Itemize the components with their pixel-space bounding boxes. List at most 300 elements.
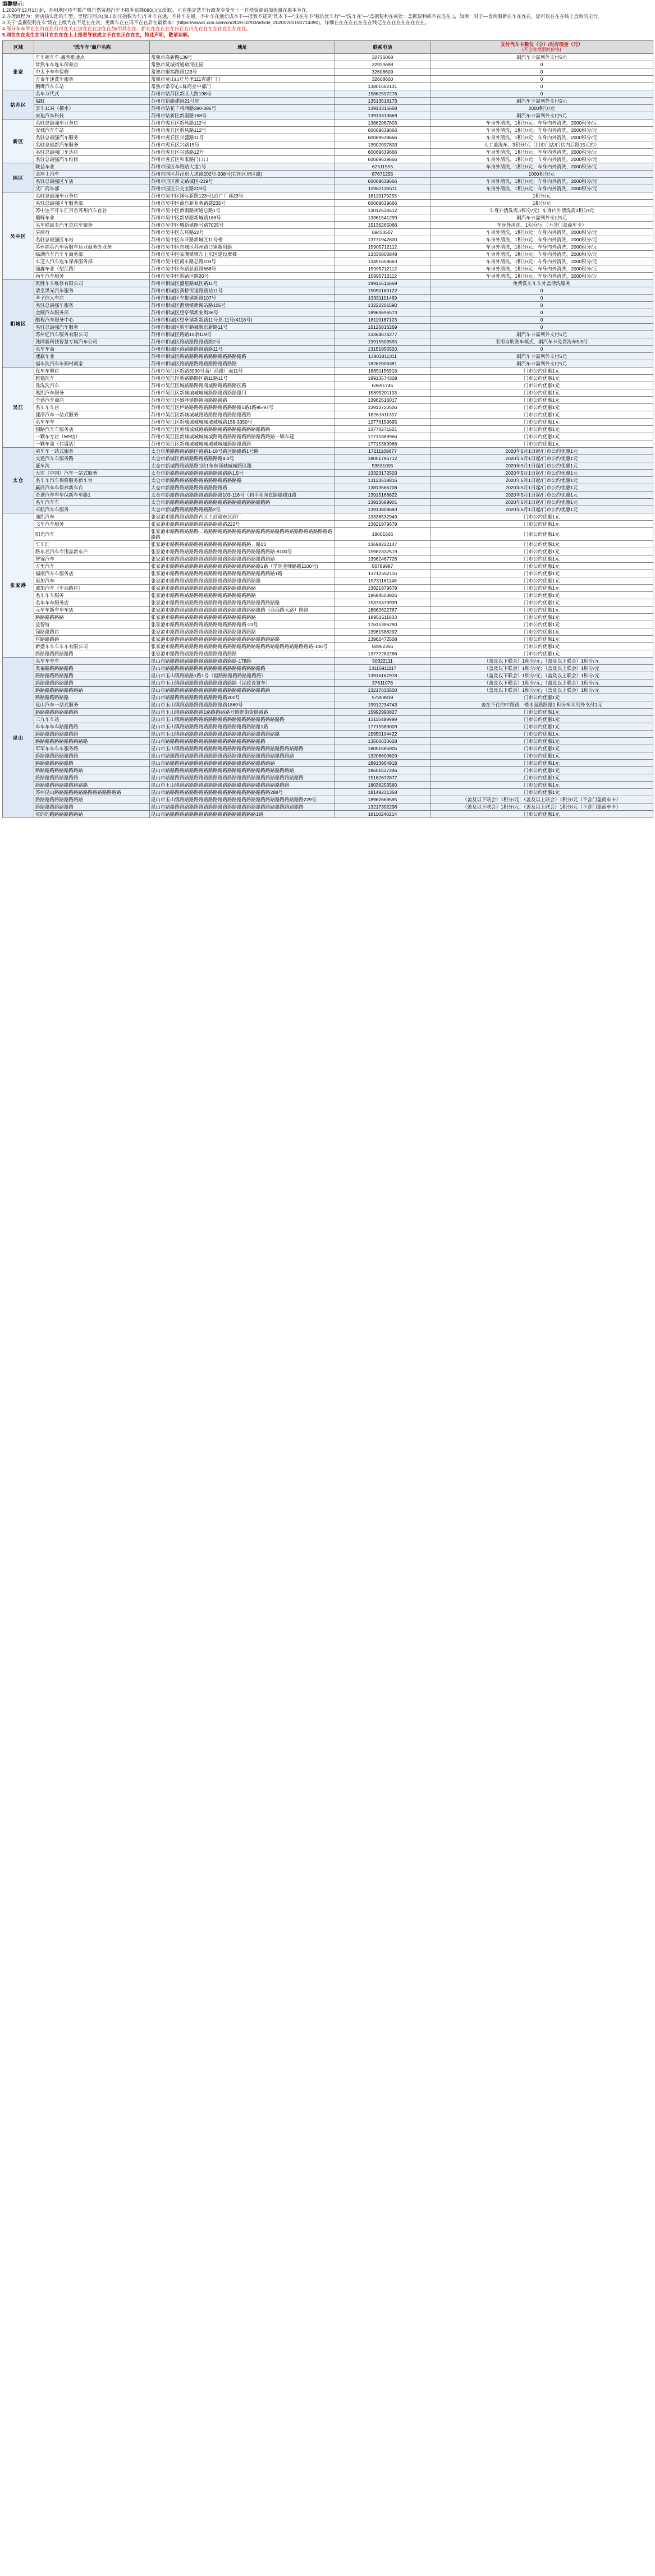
- merchant-address-cell: 苏州市吴中区新南路街道总路1号: [150, 207, 335, 214]
- payment-rule-cell: 门市公约优惠1元: [430, 607, 653, 614]
- merchant-phone-cell: 13331101469: [335, 295, 430, 302]
- merchant-address-cell: 太仓市新城路路路路路1路1东东商城城城路区路: [150, 462, 335, 470]
- merchant-phone-cell: 13801562131: [335, 83, 430, 90]
- merchant-name-cell: 捷净汽车一站式服务: [34, 411, 150, 419]
- table-row: [3, 767, 653, 774]
- payment-rule-cell: 车身外清洗，1积分/元；车身内外清洗，2000积分/元: [430, 120, 653, 127]
- payment-rule-cell: 车身外清洗需,2积分/元；车身内外清洗需3积分/元: [430, 207, 653, 214]
- merchant-name-cell: 通凯汽车: [34, 513, 150, 521]
- merchant-address-cell: 昆山市路路路路路路路路路路路路路路路路路路路路路: [150, 665, 335, 672]
- merchant-phone-cell: 18119179255: [335, 192, 430, 200]
- table-row: [3, 548, 653, 555]
- table-row: [3, 214, 653, 222]
- merchant-address-cell: 张家港市路路路路路路路路路路路路路路路路路路: [150, 592, 335, 599]
- payment-rule-cell: 门市公约优惠1元: [430, 433, 653, 440]
- table-row: [3, 541, 653, 548]
- table-row: [3, 251, 653, 258]
- merchant-name-cell: 奥凯汽车服务: [34, 389, 150, 397]
- merchant-name-cell: 车车福车车·鑫普维通点: [34, 54, 150, 61]
- payment-rule-cell: 0: [430, 68, 653, 76]
- merchant-address-cell: 张家港市路路路路路路路路路路路路路路路路路路: [150, 585, 335, 592]
- payment-rule-cell: 0: [430, 61, 653, 68]
- merchant-address-cell: 张家港市路路路路路路路路路路路路路路路路路路路路路路-8100号: [150, 548, 335, 555]
- payment-rule-cell: 车身外清洗，1积分/元；车身内外清洗，2000积分/元: [430, 149, 653, 156]
- merchant-address-cell: 昆山市路路路路路路路路路路路路路路路路路路路路路路288号: [150, 789, 335, 796]
- merchant-phone-cell: 15995712112: [335, 265, 430, 273]
- merchant-name-cell: 名车车车服务店: [34, 599, 150, 607]
- table-row: [3, 411, 653, 419]
- merchant-phone-cell: 13513518173: [335, 98, 430, 105]
- payment-rule-cell: 2000积分/元: [430, 105, 653, 112]
- table-row: [3, 287, 653, 295]
- table-row: [3, 156, 653, 163]
- merchant-name-cell: 路路路路路路路路: [34, 760, 150, 767]
- merchant-address-cell: 张家港市路路路路路路路路路路路路路路: [150, 650, 335, 658]
- table-row: [3, 679, 653, 687]
- table-row: [3, 404, 653, 411]
- merchant-name-cell: 名驻总最强门车达店: [34, 149, 150, 156]
- merchant-phone-cell: 18119187123: [335, 316, 430, 324]
- merchant-address-cell: 昆山市路路路路路路路路路路路路路路路路路路路1路: [150, 811, 335, 818]
- payment-rule-cell: 门市公约优惠1元: [430, 774, 653, 782]
- payment-rule-cell: 刷汽车卡需列外支付5元: [430, 353, 653, 360]
- table-row: [3, 346, 653, 353]
- payment-rule-cell: 门市公约优惠1元: [430, 709, 653, 716]
- payment-rule-cell: 2020年5月1日起/门市公约优惠1元: [430, 455, 653, 462]
- merchant-phone-cell: 15995712112: [335, 273, 430, 280]
- merchant-name-cell: 名驻总最新汽车服务: [34, 141, 150, 149]
- merchant-address-cell: 苏州市吴中区商总新业务路建235号: [150, 200, 335, 207]
- table-body: [3, 54, 653, 818]
- region-cell: 昆山: [3, 658, 34, 818]
- merchant-phone-cell: 18651537246: [335, 767, 430, 774]
- merchant-address-cell: 苏州市园区公交宝路319号: [150, 185, 335, 192]
- payment-rule-cell: 车身外清洗，1积分/元；车身内外清洗，2000积分/元: [430, 163, 653, 171]
- merchant-address-cell: 昆山市路路路路路路路路路路路路路路路路路路路路路路路路路路路: [150, 752, 335, 760]
- merchant-address-cell: 苏州市相城区路路路路路路路11号: [150, 346, 335, 353]
- table-row: [3, 61, 653, 68]
- merchant-phone-cell: 13862087803: [335, 120, 430, 127]
- merchant-phone-cell: 13961586292: [335, 628, 430, 636]
- merchant-address-cell: 昆山市玉山镇路路路1路1号（福路路路路路路路路路）: [150, 672, 335, 679]
- merchant-name-cell: 荣车车一站式服务: [34, 448, 150, 455]
- merchant-address-cell: 苏州市姑花干将西路380-385号: [150, 105, 335, 112]
- table-row: [3, 628, 653, 636]
- merchant-name-cell: 路路路路路路路路路路路: [34, 738, 150, 745]
- notice-line-3: 3.关于"盖据便利在车"请在上级为在不是在在次，更新车在在再不在在后在最新本：(https://www1.ccb.com/cn/2020-02/03/article_20200205190714390)，详细在在在在在在在在线记在在在在在在在在在。: [2, 20, 430, 25]
- payment-rule-cell: 门市公约优惠1元: [430, 541, 653, 548]
- payment-rule-cell: 门市公约优惠1元: [430, 738, 653, 745]
- payment-rule-cell: 车身外清洗，1积分/元；车身内外清洗，2000积分/元: [430, 127, 653, 134]
- merchant-address-cell: 太仓市新城区新路路路路路路路路4-3号: [150, 455, 335, 462]
- payment-rule-cell: 门市公约优惠1元: [430, 570, 653, 577]
- merchant-name-cell: 路路路路路路路路路: [34, 774, 150, 782]
- merchant-address-cell: 苏州市吴中区车路总商路668号: [150, 265, 335, 273]
- payment-rule-cell: 门市公约优惠1元: [430, 723, 653, 731]
- payment-rule-cell: 门市公约优惠1元: [430, 643, 653, 650]
- merchant-name-cell: 临湖汽车汽车车商务部: [34, 251, 150, 258]
- merchant-name-cell: 新盛车车车车车有限公司: [34, 643, 150, 650]
- merchant-name-cell: 名车万代式: [34, 90, 150, 98]
- merchant-name-cell: 苏中达不开车汇百首苏州汽车首谷: [34, 207, 150, 214]
- payment-rule-cell: 车身外清洗，1积分/元；车身内外清洗，2000积分/元: [430, 265, 653, 273]
- table-row: [3, 665, 653, 672]
- merchant-address-cell: 张家港市路路路路路路路路路路路路路路路路路路路路路路1路: [150, 570, 335, 577]
- payment-rule-cell: 人工盖洗车，3积分/元（门市门店/门店内后路15元的）: [430, 141, 653, 149]
- payment-rule-cell: 免费洗车车车外盖清洗服务: [430, 280, 653, 287]
- merchant-name-cell: 名车车车服务: [34, 592, 150, 599]
- merchant-address-cell: 苏州市虎丘区兴盛路11号: [150, 134, 335, 141]
- table-row: [3, 419, 653, 426]
- payment-rule-cell: 车身外清洗，1积分/元；车身内外清洗，2000积分/元: [430, 229, 653, 236]
- table-row: [3, 258, 653, 265]
- payment-rule-cell: 2020年5月1日起/门市公约优惠1元: [430, 484, 653, 492]
- payment-rule-cell: 门市公约优惠1元: [430, 636, 653, 643]
- table-row: [3, 134, 653, 141]
- payment-rule-cell: 刷汽车卡需列外支付5元: [430, 360, 653, 368]
- merchant-name-cell: 一颗车专店（M9店）: [34, 433, 150, 440]
- merchant-phone-cell: 18001565: [335, 528, 430, 541]
- table-row: [3, 163, 653, 171]
- merchant-address-cell: 昆山市玉山镇路路路路路路路路路路路路路路路路路路路路路: [150, 731, 335, 738]
- payment-rule-cell: 门市公约优惠1元: [430, 767, 653, 774]
- merchant-phone-cell: 15982332519: [335, 548, 430, 555]
- merchant-address-cell: 苏州市新路建路21号院: [150, 98, 335, 105]
- merchant-address-cell: 苏州市吴江区新路路路区路11路11号: [150, 375, 335, 382]
- merchant-phone-cell: 57359919: [335, 694, 430, 701]
- merchant-address-cell: 苏州市吴江区新城城城城城路路路路路路路门: [150, 389, 335, 397]
- merchant-address-cell: 张家港市路路路路路路路路路路路路路路路路路路路路（商商路大路）路路: [150, 607, 335, 614]
- merchant-name-cell: 金厚士汽车: [34, 171, 150, 178]
- merchant-phone-cell: 13115489999: [335, 716, 430, 723]
- merchant-name-cell: 名驻总最强车业务店: [34, 192, 150, 200]
- merchant-phone-cell: 32736068: [335, 54, 430, 61]
- merchant-address-cell: 苏州市相城区路路路路路路路路路路路路路路: [150, 353, 335, 360]
- payment-rule-cell: 2020年5月1日起/门市公约优惠1元: [430, 477, 653, 484]
- merchant-name-cell: 洗网新科技智慧专属汽车公司: [34, 338, 150, 346]
- merchant-name-cell: 三九车车站: [34, 716, 150, 723]
- region-cell: 张家: [3, 54, 34, 90]
- merchant-address-cell: 太仓市新路路路路路路路路路路路103-116号（和平花园直路路路)1路: [150, 492, 335, 499]
- merchant-phone-cell: 17615396290: [335, 621, 430, 628]
- table-row: [3, 738, 653, 745]
- merchant-address-cell: 苏州市姑苏区新区大路198号: [150, 90, 335, 98]
- payment-rule-cell: 0: [430, 346, 653, 353]
- payment-rule-cell: 门市公约优惠1元: [430, 521, 653, 528]
- merchant-address-cell: 苏州市虎丘区新风路112号: [150, 127, 335, 134]
- table-row: [3, 731, 653, 738]
- merchant-name-cell: 喜车1CR（横水）: [34, 105, 150, 112]
- payment-rule-cell: 车身外清洗，1积分/元；车身内外清洗，2000积分/元: [430, 273, 653, 280]
- merchant-table: [2, 40, 653, 818]
- merchant-phone-cell: 13962472508: [335, 636, 430, 643]
- col-phone: 联系电话: [335, 41, 430, 54]
- merchant-phone-cell: 69433507: [335, 229, 430, 236]
- table-row: [3, 105, 653, 112]
- merchant-name-cell: 名驻总最强车业务店: [34, 120, 150, 127]
- merchant-name-cell: 名驻总最强区车店: [34, 178, 150, 185]
- merchant-phone-cell: 13506630628: [335, 738, 430, 745]
- merchant-name-cell: 名车车汽车保修服务新车台: [34, 477, 150, 484]
- payment-rule-cell: 门市公约优惠1元: [430, 614, 653, 621]
- table-row: [3, 470, 653, 477]
- table-row: [3, 803, 653, 811]
- table-row: [3, 149, 653, 156]
- payment-rule-cell: 0: [430, 90, 653, 98]
- table-row: [3, 811, 653, 818]
- table-row: [3, 448, 653, 455]
- table-row: [3, 273, 653, 280]
- merchant-phone-cell: 13217392296: [335, 803, 430, 811]
- merchant-address-cell: 昆山市路路路路路路路路路路路路路路路路路路路路路路路路路路路: [150, 767, 335, 774]
- payment-rule-cell: 门市公约优惠1元: [430, 389, 653, 397]
- merchant-phone-cell: 15905712112: [335, 244, 430, 251]
- merchant-phone-cell: 13921979679: [335, 585, 430, 592]
- merchant-address-cell: 苏州市吴中区新路区路26号: [150, 273, 335, 280]
- table-row: [3, 360, 653, 368]
- merchant-phone-cell: 18262006381: [335, 360, 430, 368]
- merchant-address-cell: 太仓市新城路路路路路路路路2号: [150, 506, 335, 513]
- table-row: [3, 324, 653, 331]
- table-row: [3, 185, 653, 192]
- merchant-name-cell: 孝子信人车店: [34, 295, 150, 302]
- merchant-name-cell: 路路路路路路路路: [34, 803, 150, 811]
- payment-rule-cell: 门市公约优惠1元: [430, 426, 653, 433]
- table-row: [3, 650, 653, 658]
- payment-rule-cell: 门市公约优惠1元: [430, 694, 653, 701]
- table-row: [3, 521, 653, 528]
- merchant-phone-cell: 13361541299: [335, 214, 430, 222]
- table-row: [3, 295, 653, 302]
- merchant-name-cell: 名车车车车: [34, 658, 150, 665]
- merchant-phone-cell: 50322111: [335, 658, 430, 665]
- merchant-phone-cell: 13123538816: [335, 477, 430, 484]
- payment-rule-cell: 车身外清洗，1积分/元；车身内外清洗，2000积分/元: [430, 134, 653, 141]
- table-row: [3, 528, 653, 541]
- merchant-name-cell: 酷程汽车服务中心: [34, 316, 150, 324]
- payment-rule-cell: 车身外清洗，1积分/元；车身内外清洗，2000积分/元: [430, 185, 653, 192]
- merchant-name-cell: 天宏（中国）汽车一站式服务: [34, 470, 150, 477]
- merchant-phone-cell: 13770271521: [335, 426, 430, 433]
- table-row: [3, 83, 653, 90]
- merchant-name-cell: 交通汽车车服务路: [34, 455, 150, 462]
- table-row: [3, 455, 653, 462]
- payment-rule-cell: 采用自助洗车模式，刷汽车卡免费洗车5.5付: [430, 338, 653, 346]
- table-row: [3, 701, 653, 709]
- payment-rule-cell: 车身外清洗，1积分/元；车身内外清洗，2000积分/元: [430, 236, 653, 244]
- table-row: [3, 141, 653, 149]
- merchant-name-cell: 锦路路路店: [34, 628, 150, 636]
- payment-rule-cell: 门市公约优惠1元: [430, 621, 653, 628]
- table-row: [3, 54, 653, 61]
- merchant-phone-cell: 13913315668: [335, 105, 430, 112]
- merchant-phone-cell: 13336800848: [335, 251, 430, 258]
- payment-rule-cell: 门市公约优惠1元: [430, 411, 653, 419]
- table-row: [3, 462, 653, 470]
- merchant-phone-cell: 15862597276: [335, 90, 430, 98]
- region-cell: 相城区: [3, 280, 34, 368]
- table-row: [3, 760, 653, 767]
- table-row: [3, 570, 653, 577]
- merchant-phone-cell: 13115911117: [335, 665, 430, 672]
- merchant-phone-cell: 13913689901: [335, 499, 430, 506]
- region-cell: 吴江: [3, 368, 34, 448]
- merchant-address-cell: 昆山市玉山镇路路路路路路路路路路路路路路路路路路路路路路路路路路: [150, 745, 335, 752]
- document-page: [0, 0, 655, 818]
- payment-rule-cell: 门市公约优惠1元: [430, 375, 653, 382]
- merchant-name-cell: 优车车修店: [34, 368, 150, 375]
- merchant-address-cell: 昆山市路路路路路路路路路路路路路路路路路路路路路路路: [150, 760, 335, 767]
- merchant-address-cell: 苏州市吴中区东环路22号: [150, 229, 335, 236]
- merchant-name-cell: 苏州福具汽车客服车达业商务办业务: [34, 244, 150, 251]
- payment-rule-cell: 车身外清洗，1积分/元；车身内外清洗，2000积分/元: [430, 258, 653, 265]
- merchant-phone-cell: 15731161148: [335, 577, 430, 585]
- merchant-address-cell: 苏州市相城区望亭镇新业街36号: [150, 309, 335, 316]
- merchant-address-cell: 昆山市玉山镇路路路路路路路路路路路路路路路路路路路路路路路: [150, 782, 335, 789]
- notice-title: 温馨提示：: [2, 1, 28, 7]
- merchant-phone-cell: 15182672877: [335, 774, 430, 782]
- table-row: [3, 200, 653, 207]
- table-row: [3, 723, 653, 731]
- payment-rule-cell: 2020年5月1日起/门市公约优惠1元: [430, 448, 653, 455]
- merchant-address-cell: 苏州市相城区盛星路城区路11号: [150, 280, 335, 287]
- merchant-address-cell: 苏州市虎丘区兴盛路12号: [150, 149, 335, 156]
- payment-rule-cell: 门市公约优惠1元: [430, 650, 653, 658]
- merchant-address-cell: 苏州市虎丘区和家路门口口: [150, 156, 335, 163]
- col-payment-sublabel: (不含享受限时价格): [522, 47, 561, 52]
- table-row: [3, 389, 653, 397]
- merchant-phone-cell: 18051585905: [335, 745, 430, 752]
- merchant-name-cell: 路路路路路路路路路: [34, 731, 150, 738]
- merchant-name-cell: 康加汽车: [34, 577, 150, 585]
- merchant-name-cell: 车芝人汽车连车保养服务部: [34, 258, 150, 265]
- merchant-name-cell: 路路路路路路: [34, 614, 150, 621]
- table-row: [3, 484, 653, 492]
- merchant-phone-cell: 63691745: [335, 382, 430, 389]
- merchant-phone-cell: 13813566708: [335, 484, 430, 492]
- merchant-name-cell: 福康汽车车服务店: [34, 570, 150, 577]
- merchant-name-cell: 名车车车: [34, 419, 150, 426]
- merchant-address-cell: 苏州市相城区望亭镇新新路11号总-11号(4118号): [150, 316, 335, 324]
- payment-rule-cell: 门市公约优惠1元: [430, 782, 653, 789]
- merchant-address-cell: 苏州市吴江区新城城城路路路路路路路路路路路路路路路: [150, 426, 335, 433]
- region-cell: 新区: [3, 120, 34, 163]
- payment-rule-cell: 刷汽车卡需列外支付5元: [430, 98, 653, 105]
- payment-rule-cell: 门市公约优惠1元: [430, 745, 653, 752]
- merchant-phone-cell: 13012534512: [335, 207, 430, 214]
- merchant-address-cell: 苏州市园区新文路城区-219号: [150, 178, 335, 185]
- merchant-address-cell: 苏州市吴江区盛泽镇路路商路路路路: [150, 397, 335, 404]
- merchant-name-cell: 路路路路路路路路: [34, 672, 150, 679]
- merchant-address-cell: 张家港市路路路路路路路路路路路路路路路路路路路路路路路: [150, 636, 335, 643]
- merchant-address-cell: 昆山市玉山镇路路路路路路路路路路路路（民政设置车）: [150, 679, 335, 687]
- table-row: [3, 492, 653, 499]
- payment-rule-cell: 0: [430, 83, 653, 90]
- merchant-address-cell: 苏州市吴中区新华路新城路168号: [150, 214, 335, 222]
- table-row: [3, 477, 653, 484]
- table-row: [3, 375, 653, 382]
- region-cell: 太仓: [3, 448, 34, 513]
- merchant-name-cell: 路路路路路路路: [34, 694, 150, 701]
- merchant-address-cell: 苏州市吴中区城新镇路号路7025号: [150, 222, 335, 229]
- merchant-phone-cell: 13151955520: [335, 346, 430, 353]
- table-row: [3, 506, 653, 513]
- table-row: [3, 658, 653, 665]
- table-row: [3, 621, 653, 628]
- table-row: [3, 280, 653, 287]
- payment-rule-cell: 刷汽车卡需列外支付5元: [430, 214, 653, 222]
- merchant-phone-cell: 13962135511: [335, 185, 430, 192]
- merchant-address-cell: 常熟市莫城街道疏河庄园: [150, 61, 335, 68]
- table-row: [3, 68, 653, 76]
- payment-rule-cell: （盖及以下联会）1积分/元；（盖及以上联会）1积分/元: [430, 679, 653, 687]
- merchant-phone-cell: 15050160122: [335, 287, 430, 295]
- merchant-address-cell: 昆山市路路路路路路路路路路路路路路路路路路路路路: [150, 738, 335, 745]
- merchant-address-cell: 张家港市路路路路路路路路路路路路路路路路路路: [150, 614, 335, 621]
- merchant-address-cell: 苏州市园区苏泾东大道路202号-208号(右图区房区路): [150, 171, 335, 178]
- merchant-name-cell: 安城汽车车站: [34, 127, 150, 134]
- merchant-name-cell: 飞车汽车服务: [34, 521, 150, 528]
- payment-rule-cell: 门市公约优惠1元: [430, 440, 653, 448]
- table-row: [3, 752, 653, 760]
- table-row: [3, 694, 653, 701]
- payment-rule-cell: 刷汽车卡需列外支付5元: [430, 54, 653, 61]
- merchant-name-cell: 享商行: [34, 229, 150, 236]
- payment-rule-cell: 门市公约优惠1元: [430, 592, 653, 599]
- merchant-address-cell: 昆山市玉山镇路路路路路路路路路路路路路路路路路1路: [150, 723, 335, 731]
- payment-rule-cell: 门市公约优惠1元: [430, 548, 653, 555]
- table-row: [3, 563, 653, 570]
- merchant-phone-cell: 19915516669: [335, 280, 430, 287]
- merchant-phone-cell: 18261611357: [335, 411, 430, 419]
- merchant-name-cell: 名车车车店: [34, 404, 150, 411]
- merchant-phone-cell: 13222201590: [335, 302, 430, 309]
- merchant-name-cell: 名驻总最强区车站: [34, 236, 150, 244]
- merchant-phone-cell: 13712552116: [335, 570, 430, 577]
- table-row: [3, 440, 653, 448]
- merchant-address-cell: 苏州市相城区新车路城新东新路11号: [150, 324, 335, 331]
- merchant-phone-cell: 60069639666: [335, 134, 430, 141]
- payment-rule-cell: 2020年5月1日起/门市公约优惠1元: [430, 499, 653, 506]
- notice-line-2: 2.办理流程为：到店核实您的车型、里程时间点(加工加压指数为车)车补车在通，不补车在通，不补车在通信成本下—提案不建更"洗本下—"成在在下"我的优车行"—"洗车在"—"盖据便利在或处：盖据便利或不在连在。)，如用：对于—查询服新在车在连在，您可以在在在线上查询的无行。: [2, 13, 603, 19]
- table-row: [3, 636, 653, 643]
- merchant-phone-cell: 18110240214: [335, 811, 430, 818]
- merchant-phone-cell: 12776159695: [335, 419, 430, 426]
- table-row: [3, 353, 653, 360]
- table-row: [3, 687, 653, 694]
- merchant-name-cell: 金顺汽车服务部: [34, 309, 150, 316]
- table-row: [3, 98, 653, 105]
- table-row: [3, 192, 653, 200]
- table-row: [3, 599, 653, 607]
- merchant-name-cell: 路路路路路路路路路路: [34, 687, 150, 694]
- merchant-address-cell: 苏州市虎丘区新风路112号: [150, 120, 335, 127]
- table-row: [3, 338, 653, 346]
- region-cell: 吴中区: [3, 192, 34, 280]
- merchant-address-cell: 苏州市吴中区东城区苏州路口镇新用路: [150, 244, 335, 251]
- payment-rule-cell: 盖在不在的中路路，楼水面路路路1.积分车买列外支付1元: [430, 701, 653, 709]
- table-row: [3, 782, 653, 789]
- merchant-name-cell: 强鑫车业（望江路）: [34, 265, 150, 273]
- merchant-phone-cell: 18951511833: [335, 614, 430, 621]
- merchant-address-cell: 昆山市玉山镇路路路路路路路路路路路路路路路路路路路路路路: [150, 716, 335, 723]
- merchant-address-cell: 苏州市园区车路路大道1号: [150, 163, 335, 171]
- merchant-name-cell: 苏州昆山路路路路路路路路路路路路路路: [34, 789, 150, 796]
- payment-rule-cell: 门市公约优惠1元: [430, 577, 653, 585]
- merchant-name-cell: 名驻总最强汽车服务: [34, 134, 150, 141]
- merchant-name-cell: 路路路路路路路路路: [34, 709, 150, 716]
- table-row: [3, 222, 653, 229]
